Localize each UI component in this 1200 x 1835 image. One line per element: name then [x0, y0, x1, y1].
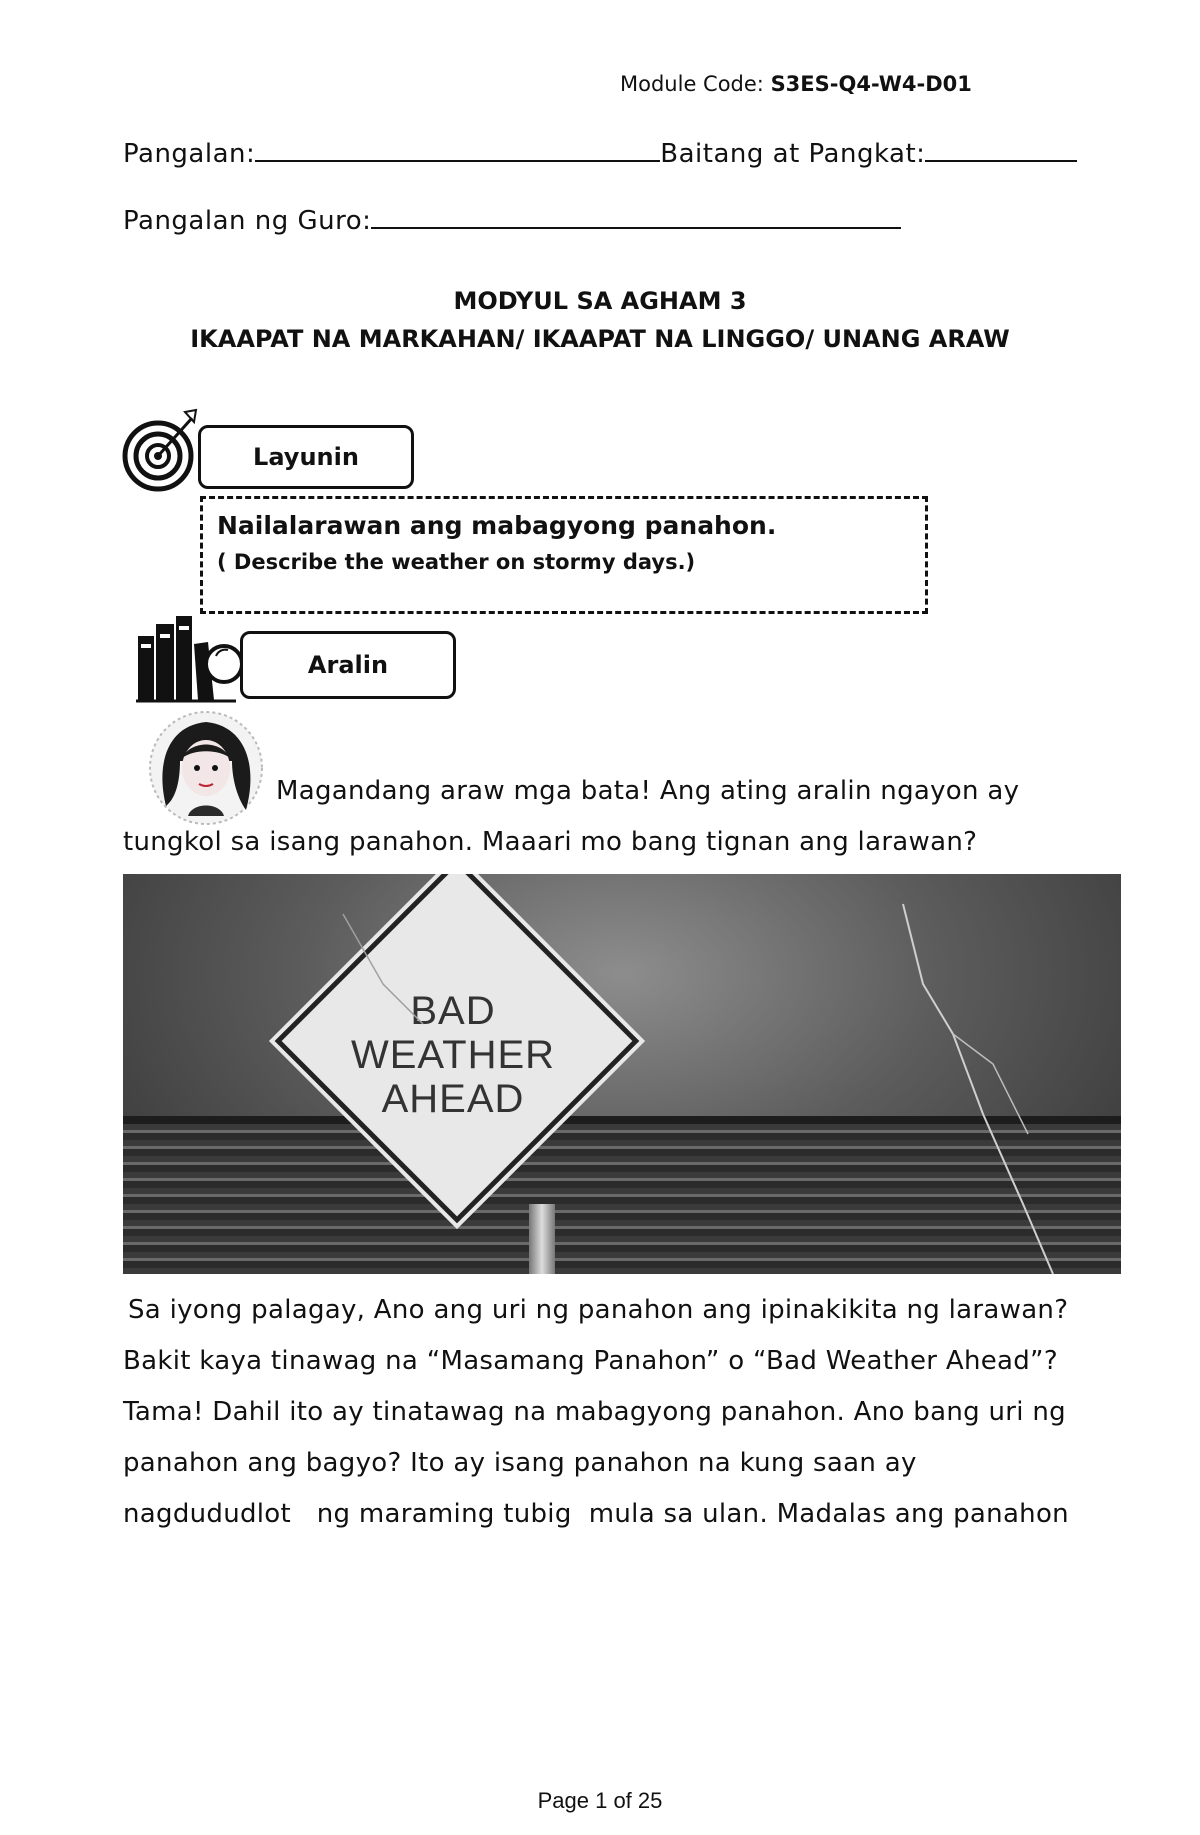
sign-line-2: WEATHER — [350, 1033, 556, 1077]
module-title: MODYUL SA AGHAM 3 — [453, 287, 747, 315]
objective-sub: ( Describe the weather on stormy days.) — [217, 550, 696, 574]
teacher-blank[interactable] — [371, 201, 901, 229]
paragraph-line-5: nagdududlot ng maraming tubig mula sa ulan. Madalas ang panahon — [123, 1499, 1069, 1529]
paragraph-line-3: Tama! Dahil ito ay tinatawag na mabagyong panahon. Ano bang uri ng — [123, 1397, 1066, 1427]
teacher-label: Pangalan ng Guro: — [123, 206, 372, 236]
lesson-tag — [240, 631, 456, 699]
teacher-row — [123, 201, 901, 236]
module-code-label: Module Code: — [620, 72, 764, 96]
name-row — [123, 134, 1077, 169]
grade-section-label: Baitang at Pangkat: — [660, 139, 926, 169]
sign-line-1: BAD — [410, 989, 496, 1033]
module-code — [620, 72, 972, 96]
paragraph-line-4: panahon ang bagyo? Ito ay isang panahon na kung saan ay — [123, 1448, 917, 1478]
intro-line-1: Magandang araw mga bata! Ang ating aralin ngayon ay — [276, 776, 1020, 806]
module-subtitle: IKAAPAT NA MARKAHAN/ IKAAPAT NA LINGGO/ UNANG ARAW — [190, 325, 1010, 353]
paragraph-line-1: Sa iyong palagay, Ano ang uri ng panahon ang ipinakikita ng larawan? — [128, 1295, 1069, 1325]
module-code-value: S3ES-Q4-W4-D01 — [770, 72, 972, 96]
objective-tag-label: Layunin — [253, 443, 359, 471]
teacher-avatar — [136, 706, 276, 826]
books-magnifier-icon — [136, 614, 248, 704]
sign-line-3: AHEAD — [381, 1077, 525, 1121]
name-label: Pangalan: — [123, 139, 256, 169]
lesson-tag-label: Aralin — [307, 651, 389, 679]
intro-line-2: tungkol sa isang panahon. Maaari mo bang tignan ang larawan? — [123, 827, 978, 857]
objective-main: Nailalarawan ang mabagyong panahon. — [217, 511, 777, 540]
page-number: Page 1 of 25 — [537, 1788, 663, 1813]
name-blank[interactable] — [255, 134, 660, 162]
objective-tag — [198, 425, 414, 489]
bad-weather-image — [123, 874, 1121, 1274]
paragraph-line-2: Bakit kaya tinawag na “Masamang Panahon” o “Bad Weather Ahead”? — [123, 1346, 1058, 1376]
objective-box — [200, 496, 928, 614]
target-icon — [122, 406, 200, 492]
lightning-bolt — [123, 874, 1121, 1274]
grade-section-blank[interactable] — [925, 134, 1077, 162]
